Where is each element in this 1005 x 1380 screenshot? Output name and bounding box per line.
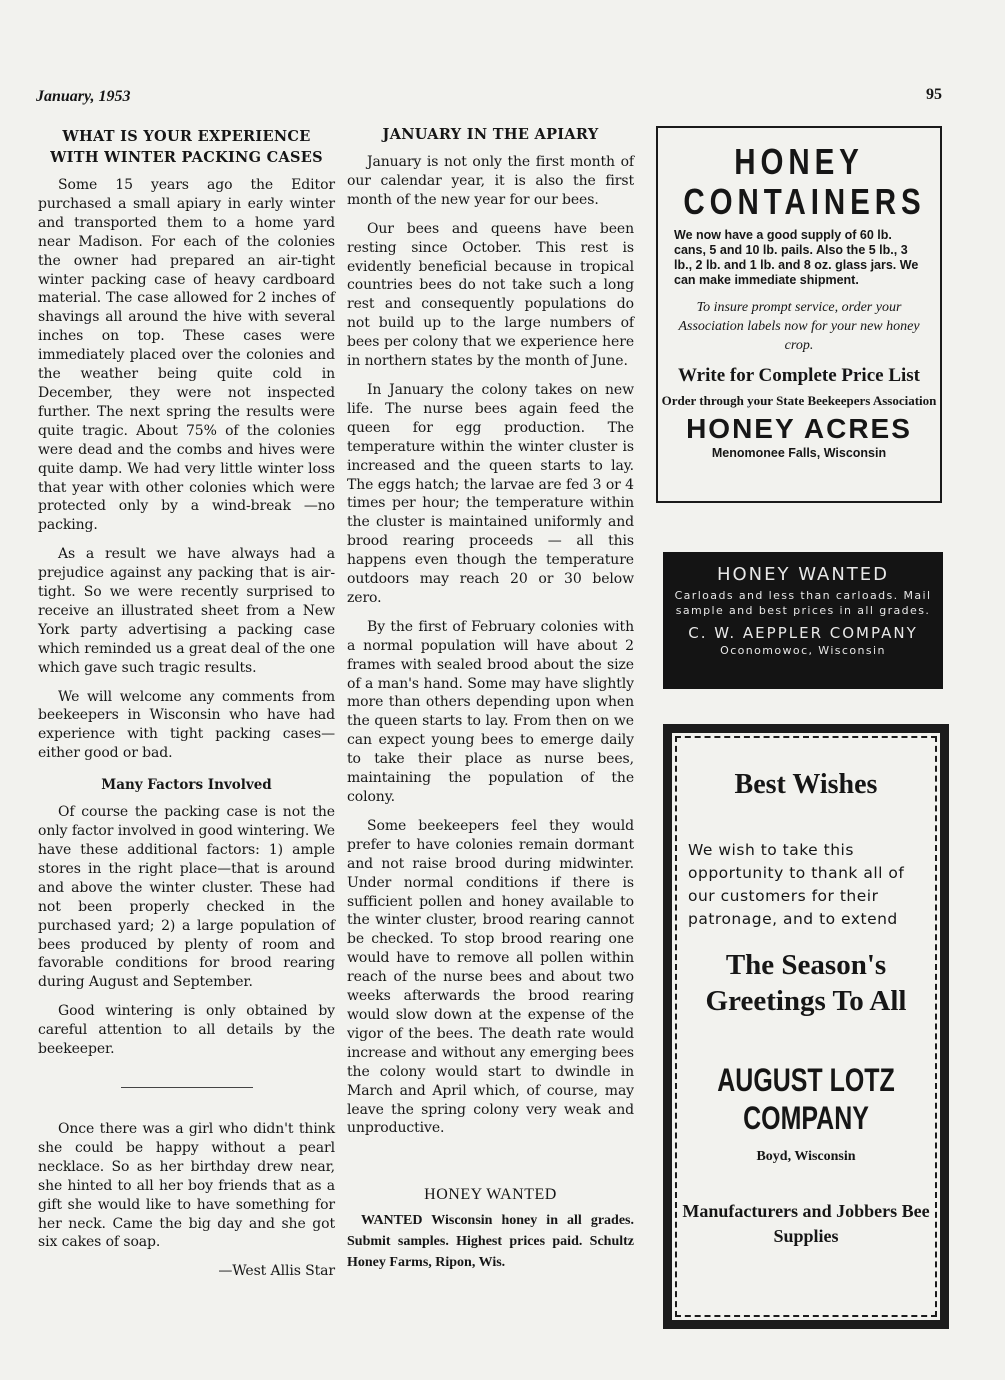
- ad-location: Boyd, Wisconsin: [756, 1149, 856, 1164]
- paragraph: Some 15 years ago the Editor purchased a small apiary in early winter and transported them to a home yard near Madison. For each of the colonies the owner had prepared an air-tight winter packing case of heavy cardboard material. The case allowed for 2 inches of shavings all around the hive with several inches on top. These cases were immediately placed over the colonies and the weather being quite cold in December, they were not inspected further. The next spring the results were quite tragic. About 75% of the colonies were dead and the combs and hives were quite damp. We had very little winter loss that year with other colonies which were protected only by a wind-break —no packing.: [38, 177, 335, 534]
- issue-date: January, 1953: [36, 88, 131, 105]
- ad-company: AUGUST LOTZ COMPANY: [717, 1062, 895, 1136]
- ad-body: We now have a good supply of 60 lb. cans, 5 and 10 lb. pails. Also the 5 lb., 3 lb., 2 lb. and 1 lb. and 8 oz. glass jars. We can make immediate shipment.: [674, 228, 919, 287]
- paragraph: Good wintering is only obtained by careful attention to all details by the beekeeper.: [38, 1003, 335, 1058]
- ad-body: Carloads and less than carloads. Mail sample and best prices in all grades.: [674, 589, 932, 617]
- article-title: JANUARY IN THE APIARY: [382, 126, 599, 143]
- paragraph-anecdote: Once there was a girl who didn't think she could be happy without a pearl necklace. So as her birthday drew near, she hinted to all her boy friends that as a gift she would like to have something for her neck. Came the big day and she got six cakes of soap.: [38, 1120, 335, 1251]
- ad-italic-note: To insure prompt service, order your Association labels now for your new honey crop.: [678, 300, 920, 353]
- divider: [121, 1087, 253, 1088]
- title-line: WITH WINTER PACKING CASES: [50, 149, 323, 166]
- ad-headline: CONTAINERS: [683, 181, 926, 222]
- ad-honey-containers: [656, 126, 942, 503]
- title-line: WHAT IS YOUR EXPERIENCE: [62, 128, 311, 145]
- ad-headline: HONEY: [734, 141, 864, 182]
- paragraph: We will welcome any comments from beekeepers in Wisconsin who have had experience with tight packing cases—either good or bad.: [38, 688, 335, 762]
- paragraph: Some beekeepers feel they would prefer to have colonies remain dormant and not raise brood during midwinter. Under normal conditions if there is sufficient pollen and honey available to the winter cluster, brood rearing cannot be checked. To stop brood rearing one would have to remove all pollen within reach of the nurse bees and about two weeks afterwards the brood rearing would slow down at the expense of the vigor of the bees. The death rate would increase and without any emerging bees the colony would start to dwindle in March and April which, of course, may leave the spring colony very weak and unproductive.: [347, 817, 634, 1137]
- ad-company: HONEY ACRES: [686, 413, 912, 444]
- ad-company: C. W. AEPPLER COMPANY: [688, 624, 918, 642]
- ad-honey-wanted: [663, 552, 943, 689]
- paragraph: Our bees and queens have been resting since October. This rest is evidently beneficial because in tropical countries bees do not take such a long rest and consequently populations do not build up to the large numbers of bees per colony that we experience here in northern states by the month of June.: [347, 220, 634, 370]
- paragraph: By the first of February colonies with a normal population will have about 2 frames with sealed brood about the size of a man's hand. Some may have slightly more than others depending upon when the queen starts to lay. From then on we can expect young bees to emerge daily to take their place as nurse bees, maintaining the population of the colony.: [347, 618, 634, 805]
- article-packing-cases: [38, 126, 335, 1291]
- ad-location: Menomonee Falls, Wisconsin: [711, 446, 887, 460]
- ad-call-to-action: Write for Complete Price List: [678, 365, 920, 386]
- paragraph: As a result we have always had a prejudice against any packing that is air-tight. So we were recently surprised to receive an illustrated sheet from a New York party advertising a packing case which reminded us a great deal of the one which gave such tragic results.: [38, 546, 335, 676]
- ad-tagline: Manufacturers and Jobbers Bee Supplies: [682, 1201, 930, 1246]
- ad-greeting: The Season's Greetings To All: [705, 949, 907, 1017]
- subheading: Many Factors Involved: [101, 777, 272, 794]
- ad-headline: HONEY WANTED: [716, 564, 890, 585]
- attribution: —West Allis Star: [218, 1263, 335, 1280]
- classified-title: HONEY WANTED: [424, 1186, 557, 1204]
- ad-seasons-greetings: [663, 724, 949, 1329]
- paragraph: In January the colony takes on new life. The nurse bees again feed the queen for egg production. The temperature within the winter cluster is increased and the queen starts to lay. The eggs hatch; the larvae are fed 3 or 4 times per hour; the temperature within the cluster is maintained uniformly and brood rearing proceeds — all this happens even though the temperature outdoors may reach 20 or 30 below zero.: [347, 381, 634, 606]
- page-number: 95: [926, 86, 942, 103]
- ad-order-note: Order through your State Beekeepers Association: [661, 393, 937, 408]
- paragraph: Of course the packing case is not the only factor involved in good wintering. We have these additional factors: 1) ample stores in the right place—that is around and above the winter cluster. These had not been properly checked in the purchased yard; 2) a large population of bees produced by plenty of room and favorable conditions for brood rearing during August and September.: [38, 804, 335, 991]
- ad-headline: Best Wishes: [734, 769, 878, 800]
- article-january-apiary: [347, 124, 634, 1273]
- article-title: [38, 126, 335, 168]
- classified-body: WANTED Wisconsin honey in all grades. Submit samples. Highest prices paid. Schultz Honey Farms, Ripon, Wis.: [347, 1213, 634, 1271]
- ad-body: We wish to take this opportunity to thank all of our customers for their patronage, and to extend: [688, 841, 905, 928]
- paragraph: January is not only the first month of our calendar year, it is also the first month of the new year for our bees.: [347, 154, 634, 208]
- ad-location: Oconomowoc, Wisconsin: [720, 644, 886, 657]
